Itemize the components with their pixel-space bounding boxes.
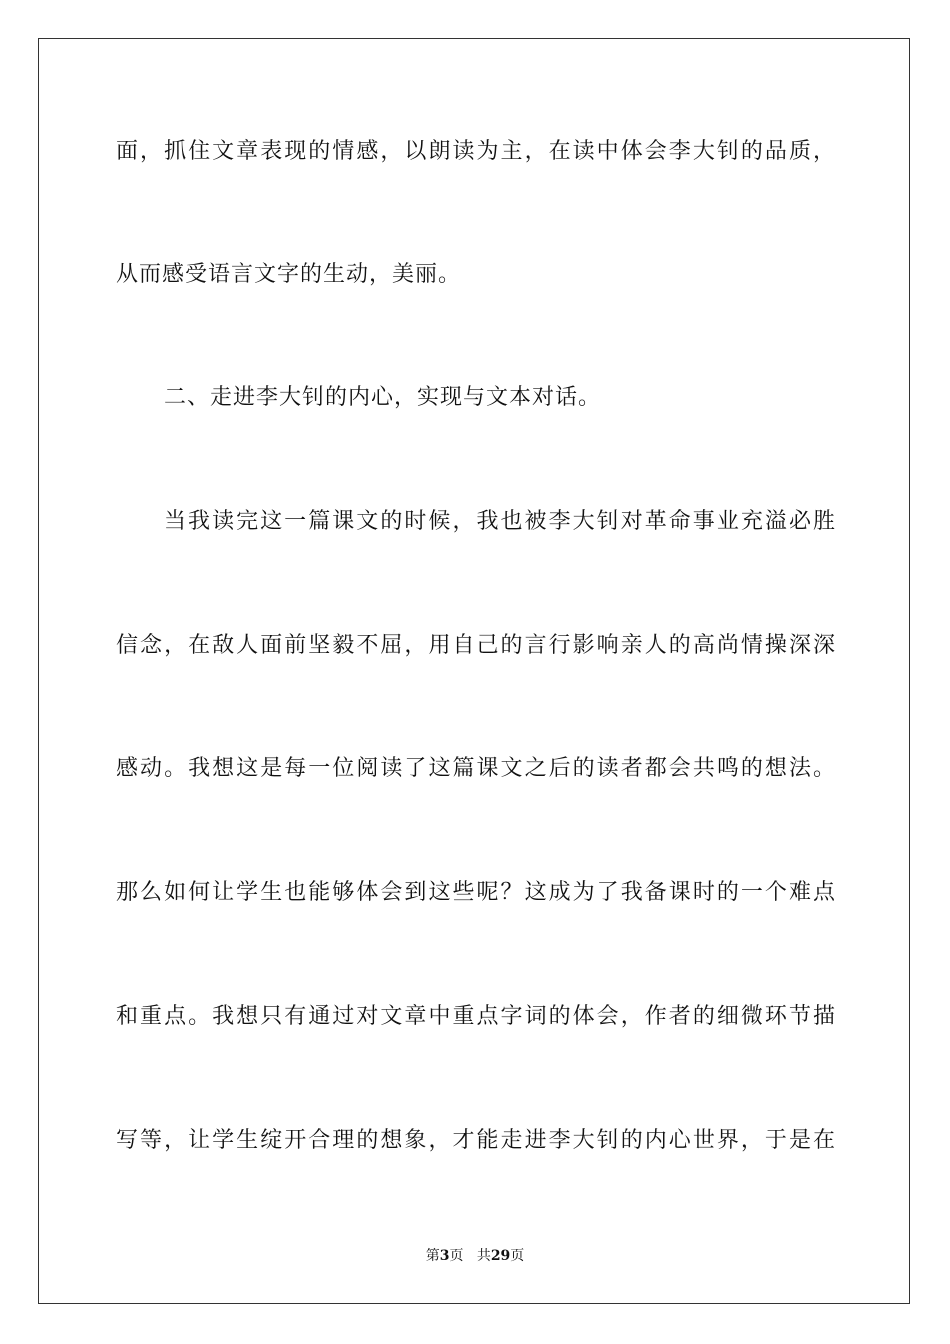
- text-line-1: 面，抓住文章表现的情感，以朗读为主，在读中体会李大钊的品质，: [116, 139, 836, 164]
- section-heading: 二、走进李大钊的内心，实现与文本对话。: [164, 385, 602, 410]
- text-line-6: 感动。我想这是每一位阅读了这篇课文之后的读者都会共鸣的想法。: [116, 756, 836, 781]
- page-footer: [0, 1247, 950, 1265]
- text-line-4: 当我读完这一篇课文的时候，我也被李大钊对革命事业充溢必胜: [164, 509, 836, 534]
- text-line-2: 从而感受语言文字的生动，美丽。: [116, 262, 462, 287]
- footer-total-pages: 29: [490, 1248, 511, 1264]
- text-line-9: 写等，让学生绽开合理的想象，才能走进李大钊的内心世界，于是在: [116, 1128, 836, 1153]
- footer-total-suffix: 页: [510, 1248, 525, 1264]
- footer-page-number: 3: [439, 1248, 450, 1264]
- text-line-7: 那么如何让学生也能够体会到这些呢？这成为了我备课时的一个难点: [116, 880, 836, 905]
- page-border: [38, 38, 910, 1304]
- footer-page-prefix: 第: [425, 1248, 440, 1264]
- text-line-8: 和重点。我想只有通过对文章中重点字词的体会，作者的细微环节描: [116, 1004, 836, 1029]
- footer-page-suffix: 页: [449, 1248, 464, 1264]
- text-line-5: 信念，在敌人面前坚毅不屈，用自己的言行影响亲人的高尚情操深深: [116, 633, 836, 658]
- footer-total-prefix: 共: [476, 1248, 491, 1264]
